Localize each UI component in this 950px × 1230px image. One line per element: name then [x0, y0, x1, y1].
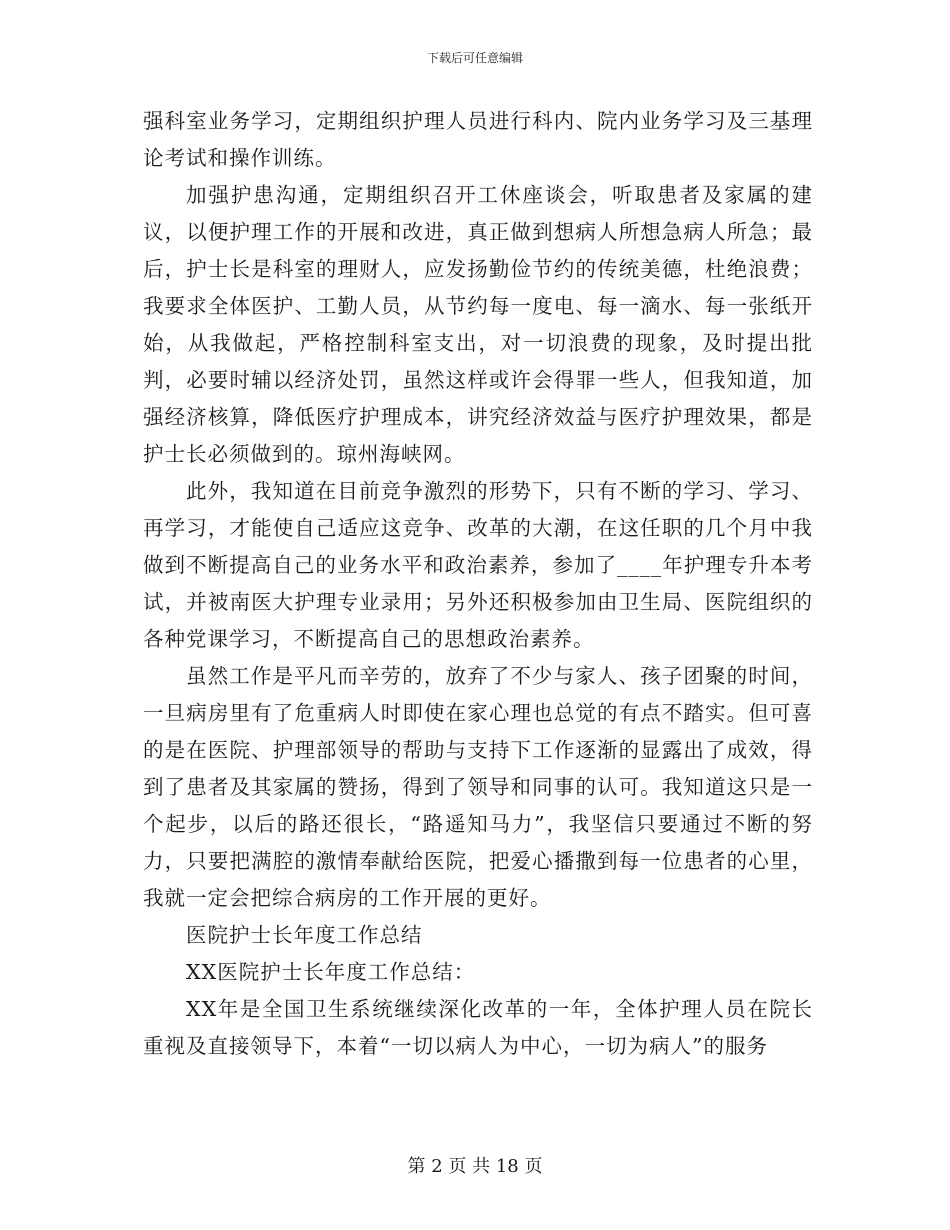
paragraph: 虽然工作是平凡而辛劳的，放弃了不少与家人、孩子团聚的时间，一旦病房里有了危重病人时即使在家心理也总觉的有点不踏实。但可喜的是在医院、护理部领导的帮助与支持下工作逐渐的显露出了成效，得到了患者及其家属的赞扬，得到了领导和同事的认可。我知道这只是一个起步，以后的路还很长，“路遥知马力”，我坚信只要通过不断的努力，只要把满腔的激情奉献给医院，把爱心播撒到每一位患者的心里，我就一定会把综合病房的工作开展的更好。	[143, 664, 813, 910]
paragraph: XX年是全国卫生系统继续深化改革的一年，全体护理人员在院长重视及直接领导下，本着“一切以病人为中心，一切为病人”的服务	[143, 997, 813, 1058]
document-body	[143, 103, 813, 1065]
page-header: 下载后可任意编辑	[426, 51, 523, 65]
paragraph-continued: 强科室业务学习，定期组织护理人员进行科内、院内业务学习及三基理论考试和操作训练。	[143, 109, 813, 170]
paragraph: 此外，我知道在目前竞争激烈的形势下，只有不断的学习、学习、再学习，才能使自己适应这竞争、改革的大潮，在这任职的几个月中我做到不断提高自己的业务水平和政治素养，参加了____年护理专升本考试，并被南医大护理专业录用；另外还积极参加由卫生局、医院组织的各种党课学习，不断提高自己的思想政治素养。	[143, 479, 813, 651]
section-subtitle: XX医院护士长年度工作总结：	[186, 960, 476, 984]
paragraph: 加强护患沟通，定期组织召开工休座谈会，听取患者及家属的建议，以便护理工作的开展和改进，真正做到想病人所想急病人所急；最后，护士长是科室的理财人，应发扬勤俭节约的传统美德，杜绝浪费；我要求全体医护、工勤人员，从节约每一度电、每一滴水、每一张纸开始，从我做起，严格控制科室支出，对一切浪费的现象，及时提出批判，必要时辅以经济处罚，虽然这样或许会得罪一些人，但我知道，加强经济核算，降低医疗护理成本，讲究经济效益与医疗护理效果，都是护士长必须做到的。琼州海峡网。	[143, 183, 813, 466]
page-number-footer: 第 2 页 共 18 页	[407, 1156, 543, 1177]
section-title: 医院护士长年度工作总结	[186, 923, 423, 947]
